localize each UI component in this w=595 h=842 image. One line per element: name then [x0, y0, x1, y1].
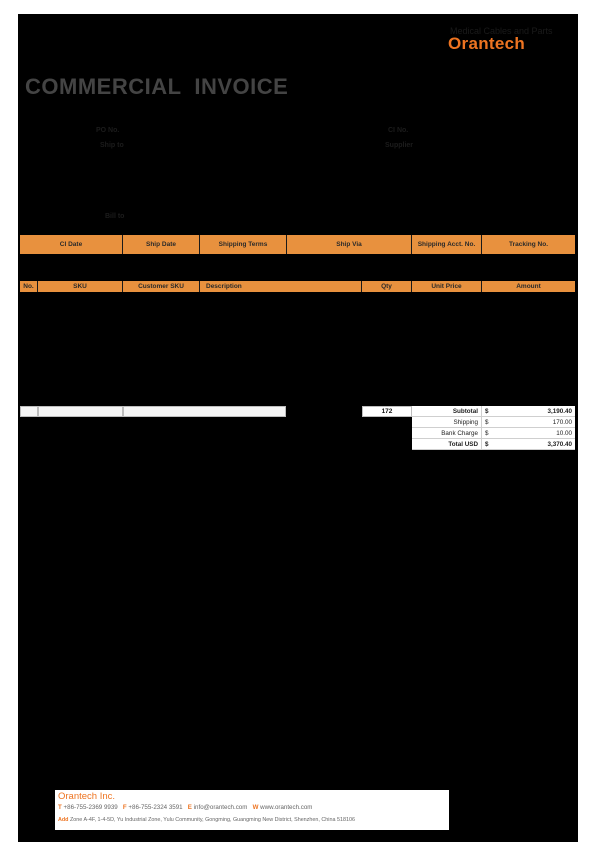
bank-charge-currency: $: [485, 429, 489, 437]
items-table-header: [20, 281, 575, 292]
col-no: No.: [20, 281, 38, 292]
col-unit-price: Unit Price: [412, 281, 482, 292]
col-ship-date: Ship Date: [123, 235, 200, 254]
footer-fax: +86-755-2324 3591: [128, 804, 183, 811]
subtotal-value: 3,190.40: [547, 407, 572, 415]
col-shipping-terms: Shipping Terms: [200, 235, 287, 254]
total-qty: 172: [362, 406, 412, 417]
fax-key: F: [122, 804, 127, 811]
subtotal-sku-cell: [38, 406, 123, 417]
ci-no-label: CI No.: [388, 127, 409, 134]
footer-address: Zone A-4F, 1-4-5D, Yu Industrial Zone, Yulu Community, Gongming, Guangming New District, Shenzhen, China 518106: [69, 817, 355, 823]
bill-to-label: Bill to: [105, 213, 125, 220]
total-usd-label: Total USD: [412, 439, 482, 449]
col-ship-via: Ship Via: [287, 235, 412, 254]
footer-website: www.orantech.com: [260, 804, 313, 811]
phone-key: T: [58, 804, 62, 811]
totals-row-total-usd: [412, 439, 575, 450]
col-ci-date: CI Date: [20, 235, 123, 254]
website-key: W: [252, 804, 259, 811]
footer-phone: +86-755-2369 9939: [63, 804, 118, 811]
shipping-value: 170.00: [552, 418, 572, 426]
footer-contact: [55, 790, 449, 830]
total-usd-currency: $: [485, 440, 489, 448]
subtotal-no-cell: [20, 406, 38, 417]
total-usd-value: 3,370.40: [547, 440, 572, 448]
ship-to-label: Ship to: [100, 142, 124, 149]
footer-address-line: [58, 817, 355, 823]
col-amount: Amount: [516, 283, 541, 290]
subtotal-currency: $: [485, 407, 489, 415]
po-no-label: PO No.: [96, 127, 120, 134]
col-customer-sku: Customer SKU: [123, 281, 200, 292]
footer-contact-line: [58, 804, 312, 811]
shipping-table-header: [20, 235, 575, 254]
totals-row-shipping: [412, 417, 575, 428]
brand-name: Orantech: [448, 34, 526, 53]
email-key: E: [187, 804, 192, 811]
col-description: Description: [200, 281, 362, 292]
totals-row-subtotal: [412, 406, 575, 417]
col-shipping-acct-no: Shipping Acct. No.: [412, 235, 482, 254]
totals-row-bank-charge: [412, 428, 575, 439]
bank-charge-value: 10.00: [556, 429, 572, 437]
col-qty: Qty: [362, 281, 412, 292]
shipping-currency: $: [485, 418, 489, 426]
footer-company: Orantech Inc.: [58, 791, 116, 802]
col-sku: SKU: [38, 281, 123, 292]
address-key: Add: [58, 817, 69, 823]
subtotal-customer-sku-cell: [123, 406, 286, 417]
shipping-label: Shipping: [412, 417, 482, 427]
page-title: COMMERCIAL INVOICE: [25, 74, 289, 99]
brand-logo: [448, 26, 553, 56]
col-tracking-no: Tracking No.: [508, 241, 548, 248]
subtotal-label: Subtotal: [412, 406, 482, 416]
supplier-label: Supplier: [385, 142, 414, 149]
footer-email: info@orantech.com: [193, 804, 248, 811]
bank-charge-label: Bank Charge: [412, 428, 482, 438]
brand-tagline: Medical Cables and Parts: [450, 26, 553, 36]
totals-table: [412, 406, 575, 450]
